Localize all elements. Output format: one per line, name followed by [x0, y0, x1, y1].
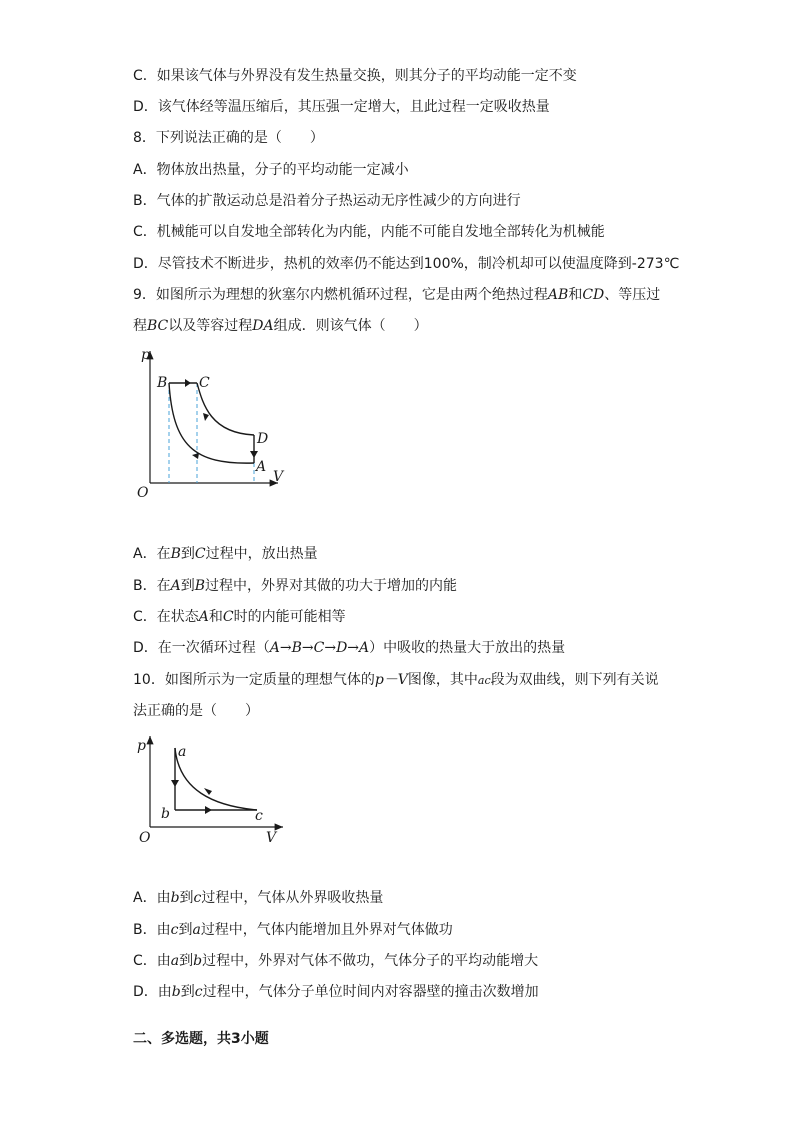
- q10-label-v: V: [266, 830, 277, 845]
- q10-option-b: B．由c到a过程中，气体内能增加且外界对气体做功: [133, 922, 453, 938]
- q10-option-a: A．由b到c过程中，气体从外界吸收热量: [133, 890, 384, 906]
- q10-option-d: D．由b到c过程中，气体分子单位时间内对容器壁的撞击次数增加: [133, 984, 539, 1000]
- q9-label-c: C: [199, 375, 210, 391]
- q9-label-d: D: [257, 431, 269, 447]
- q8-option-d: D．尽管技术不断进步，热机的效率仍不能达到100%，制冷机却可以使温度降到-273℃: [133, 256, 680, 272]
- q8-option-a: A．物体放出热量，分子的平均动能一定减小: [133, 162, 409, 178]
- q9-label-p: p: [141, 347, 150, 363]
- q10-stem-line1: 10．如图所示为一定质量的理想气体的p－V图像，其中ac段为双曲线，则下列有关说: [133, 672, 659, 688]
- q10-process-ca: [175, 748, 257, 810]
- section-heading-multiple-choice: 二、多选题，共3小题: [133, 1031, 269, 1047]
- q9-label-o: O: [137, 485, 149, 501]
- q9-option-d: D．在一次循环过程（A→B→C→D→A）中吸收的热量大于放出的热量: [133, 640, 566, 656]
- q9-option-a: A．在B到C过程中，放出热量: [133, 546, 318, 562]
- q9-process-ab: [169, 383, 254, 463]
- q8-option-c: C．机械能可以自发地全部转化为内能，内能不可能自发地全部转化为机械能: [133, 224, 605, 240]
- q9-label-b: B: [157, 375, 168, 391]
- q9-label-v: V: [273, 469, 284, 485]
- q10-stem-line2: 法正确的是（ ）: [133, 703, 259, 719]
- q9-option-b: B．在A到B过程中，外界对其做的功大于增加的内能: [133, 578, 458, 594]
- q8-option-b: B．气体的扩散运动总是沿着分子热运动无序性减少的方向进行: [133, 193, 521, 209]
- q7-option-d: D．该气体经等温压缩后，其压强一定增大，且此过程一定吸收热量: [133, 99, 550, 115]
- q9-stem-line2: 程BC以及等容过程DA组成．则该气体（ ）: [133, 318, 428, 334]
- q10-label-o: O: [139, 830, 151, 845]
- q9-stem-line1: 9．如图所示为理想的狄塞尔内燃机循环过程，它是由两个绝热过程AB和CD、等压过: [133, 287, 661, 303]
- q10-option-c: C．由a到b过程中，外界对气体不做功，气体分子的平均动能增大: [133, 953, 539, 969]
- q10-label-a: a: [178, 744, 187, 760]
- q10-label-p: p: [137, 738, 146, 754]
- q9-label-a: A: [256, 459, 267, 475]
- q10-label-c: c: [255, 808, 263, 824]
- q10-label-b: b: [161, 806, 170, 822]
- q10-pv-figure: [133, 730, 293, 845]
- q9-diesel-cycle-figure: [133, 345, 293, 505]
- q9-option-c: C．在状态A和C时的内能可能相等: [133, 609, 346, 625]
- q7-option-c: C．如果该气体与外界没有发生热量交换，则其分子的平均动能一定不变: [133, 68, 577, 84]
- q8-stem: 8．下列说法正确的是（ ）: [133, 130, 324, 146]
